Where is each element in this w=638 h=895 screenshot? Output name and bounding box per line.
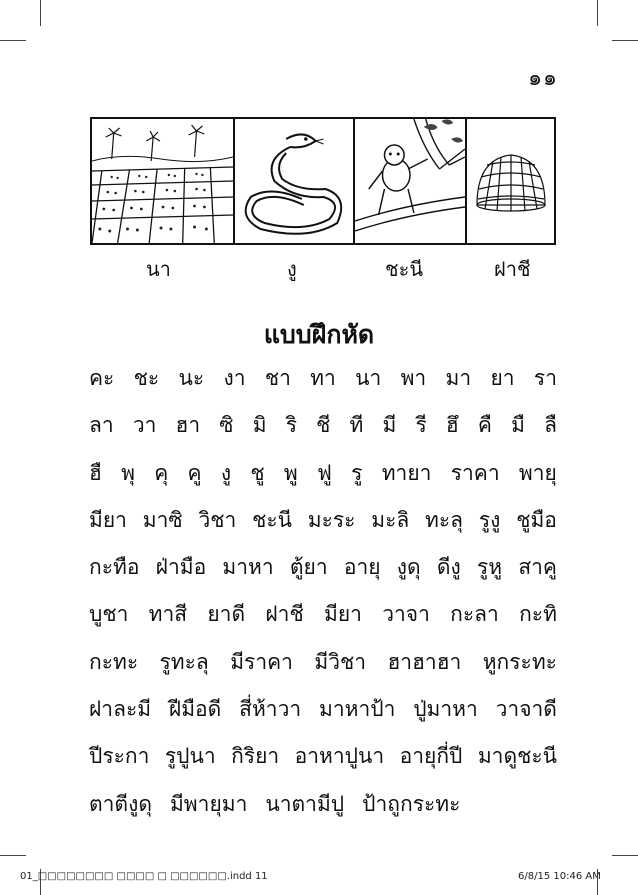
snake-icon: [235, 119, 355, 243]
word: คื: [477, 413, 492, 438]
word: นาตามีปู: [265, 791, 345, 816]
word: ดีงู: [436, 555, 461, 580]
word: วา: [132, 413, 157, 438]
word-line: [89, 362, 557, 409]
word: สาคู: [518, 555, 557, 580]
word: มาหาป้า: [318, 697, 396, 722]
word: ทา: [310, 366, 336, 390]
word-line: [89, 598, 557, 645]
word: คู: [187, 460, 202, 485]
word: งา: [223, 366, 246, 390]
word: รู: [351, 460, 363, 485]
word: ชู: [250, 460, 265, 485]
word: นะ: [178, 366, 205, 390]
word: สี่ห้าวา: [239, 697, 302, 722]
word: ยาดี: [207, 602, 246, 627]
word: ที: [349, 413, 364, 438]
word: ป้าถูกระทะ: [362, 791, 461, 816]
word: พุ: [121, 460, 135, 485]
word: มียา: [323, 602, 362, 627]
caption-rice-field: นา: [146, 257, 171, 281]
word: อายุกี่ปี: [399, 744, 463, 769]
word: นา: [355, 366, 382, 390]
word: วิชา: [198, 507, 237, 532]
word: ทายา: [381, 460, 432, 485]
word-line: [89, 504, 557, 551]
word-line: [89, 646, 557, 693]
crop-mark: [0, 40, 26, 41]
word: มี: [382, 413, 397, 438]
word: ฝาละมี: [89, 697, 152, 722]
word: ราคา: [450, 460, 500, 485]
word: ชา: [264, 366, 291, 390]
word: คุ: [154, 460, 169, 485]
word: มาหา: [222, 555, 274, 580]
word: ชี: [316, 413, 331, 438]
basket-lid-icon: [467, 119, 554, 243]
word: ยา: [490, 366, 515, 390]
word: รา: [533, 366, 557, 390]
word: ซิ: [219, 413, 234, 438]
word: ฮื: [89, 460, 102, 485]
word: มีวิชา: [314, 649, 367, 674]
word: ชะนี: [252, 507, 292, 532]
word: มาดูชะนี: [477, 744, 557, 769]
rice-field-icon: [92, 119, 235, 243]
word: มีราคา: [230, 649, 293, 674]
word: ทะลุ: [425, 507, 464, 532]
word-line: [89, 693, 557, 740]
crop-mark: [0, 855, 26, 856]
word: คะ: [89, 366, 115, 390]
word: ฝ่ามือ: [155, 555, 207, 580]
word: ทาสี: [148, 602, 188, 627]
word: วาจาดี: [495, 697, 557, 722]
word: มะลิ: [371, 507, 410, 532]
word-line: [89, 457, 557, 504]
word: อาหาปูนา: [294, 744, 385, 769]
crop-mark: [40, 0, 41, 26]
word: ฝาชี: [265, 602, 304, 627]
word: ริ: [285, 413, 297, 438]
footer-timestamp: 6/8/15 10:46 AM: [518, 871, 601, 882]
footer-filename: 01_□□□□□□□□ □□□□ □ □□□□□□.indd 11: [20, 871, 268, 882]
word: ลื: [544, 413, 557, 438]
word: ตู้ยา: [289, 555, 328, 580]
word: ชูมือ: [516, 507, 557, 532]
word: ชะ: [133, 366, 160, 390]
word-line: [89, 740, 557, 787]
word-lines: [89, 362, 557, 835]
word: วาจา: [382, 602, 430, 627]
word: พา: [400, 366, 427, 390]
word: ลา: [89, 413, 114, 438]
word: มะระ: [307, 507, 356, 532]
word: มียา: [89, 507, 127, 532]
word: กะลา: [450, 602, 499, 627]
picture-strip: [90, 117, 556, 245]
word: อายุ: [343, 555, 381, 580]
word: ปู่มาหา: [413, 697, 478, 722]
word-line: [89, 788, 557, 835]
word: กะทือ: [89, 555, 140, 580]
word-line: [89, 409, 557, 456]
word: ตาตีงูดุ: [89, 791, 152, 816]
word: มา: [445, 366, 472, 390]
word-line: [89, 551, 557, 598]
word: รูหู: [476, 555, 503, 580]
page-number: ๑๑: [528, 66, 558, 91]
word: งูดุ: [396, 555, 421, 580]
caption-basket-lid: ฝาชี: [494, 257, 531, 281]
caption-gibbon: ชะนี: [385, 257, 423, 281]
word: ปีระกา: [89, 744, 150, 769]
word: บูชา: [89, 602, 129, 627]
crop-mark: [612, 40, 638, 41]
word: รูงู: [478, 507, 501, 532]
exercise-title: แบบฝึกหัด: [263, 320, 375, 349]
word: ฮา: [175, 413, 201, 438]
word: พายุ: [518, 460, 557, 485]
crop-mark: [612, 855, 638, 856]
word: กะทิ: [519, 602, 557, 627]
word: กะทะ: [89, 649, 139, 674]
word: รูปูนา: [164, 744, 216, 769]
word: พู: [283, 460, 298, 485]
word: มีพายุมา: [169, 791, 248, 816]
word: มื: [511, 413, 525, 438]
word: ฟู: [317, 460, 332, 485]
word: รี: [415, 413, 427, 438]
crop-mark: [597, 0, 598, 26]
word: งู: [220, 460, 232, 485]
word: กิริยา: [231, 744, 280, 769]
word: รูทะลุ: [159, 649, 209, 674]
monkey-icon: [355, 119, 467, 243]
word: ฝีมือดี: [168, 697, 222, 722]
word: มาซิ: [142, 507, 183, 532]
word: หูกระทะ: [482, 649, 557, 674]
caption-snake: งู: [287, 257, 297, 281]
word: ฮึ: [445, 413, 459, 438]
word: ฮาฮาฮา: [387, 649, 462, 674]
word: มิ: [252, 413, 267, 438]
